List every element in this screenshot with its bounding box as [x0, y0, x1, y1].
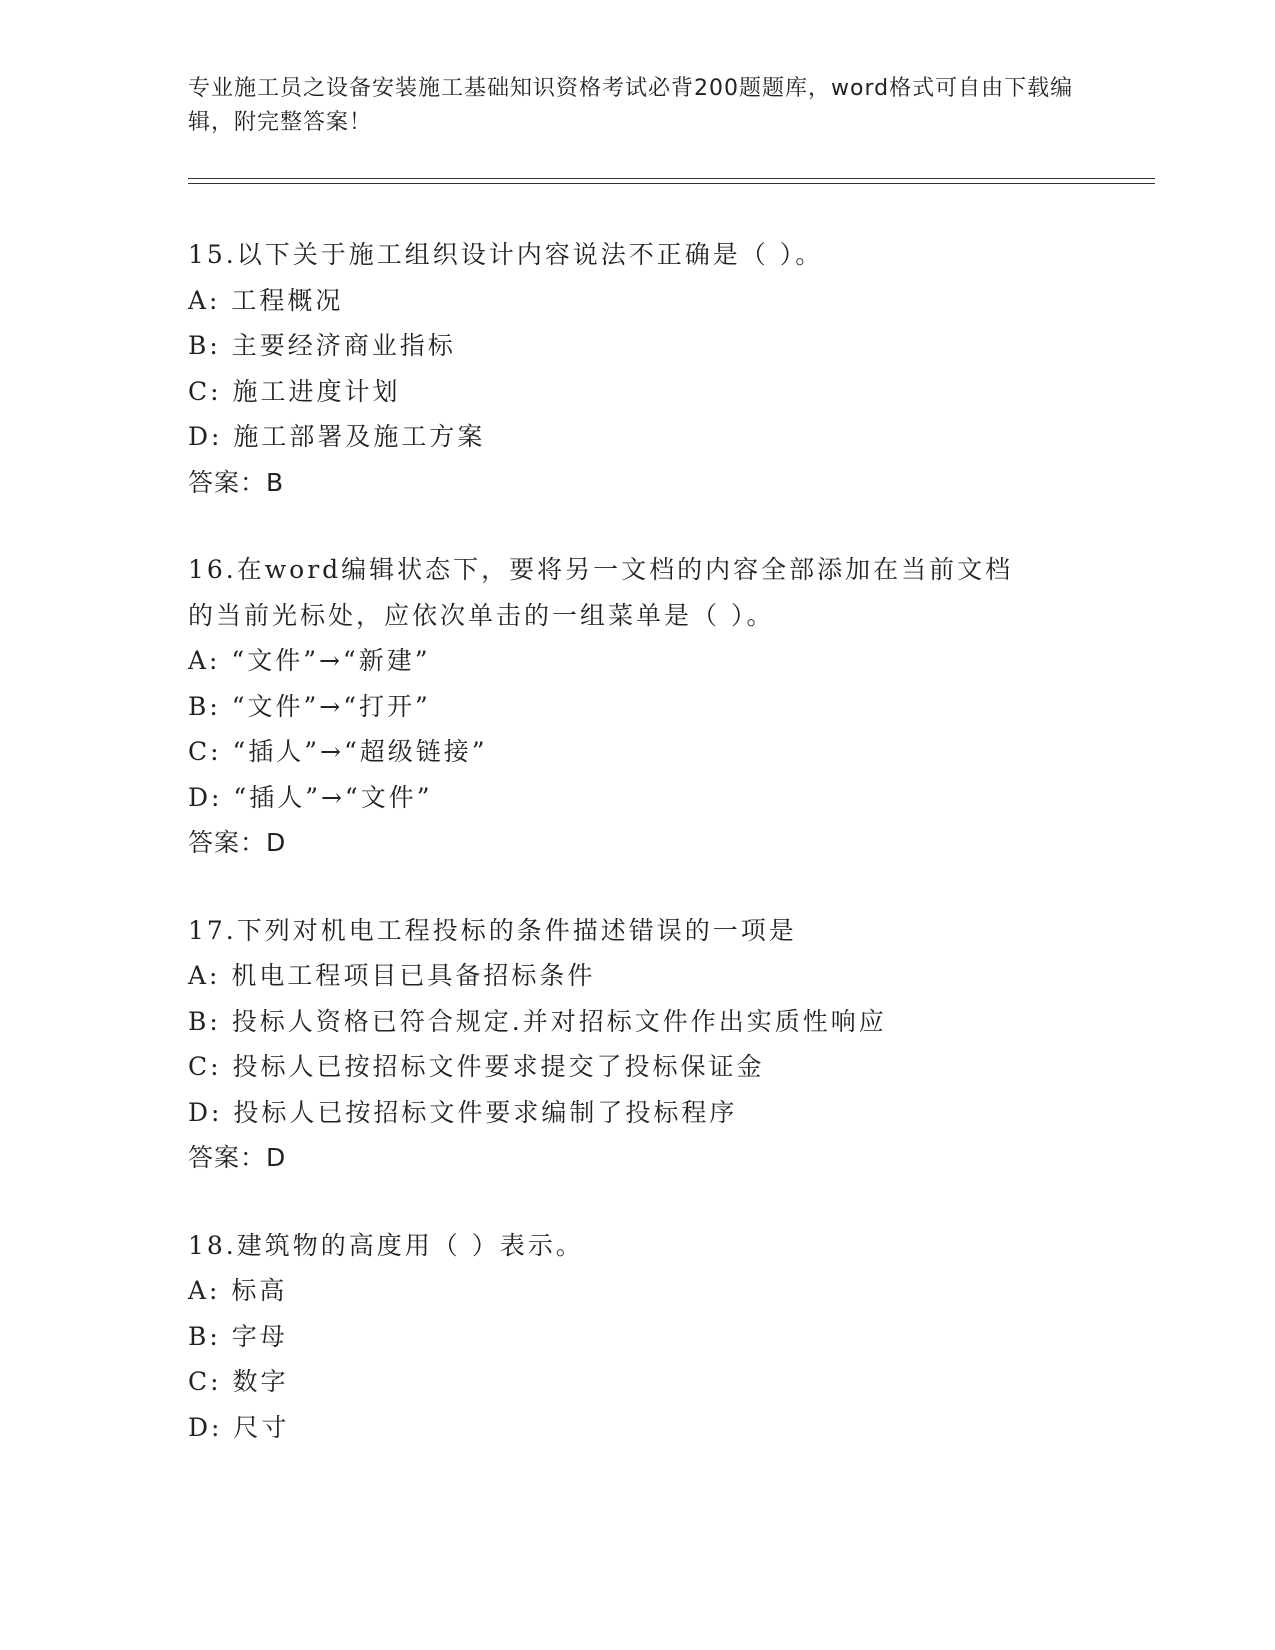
- option-c: C: 投标人已按招标文件要求提交了投标保证金: [188, 1052, 765, 1081]
- option-b: B: “文件”→“打开”: [188, 691, 431, 721]
- question-stem: 15.以下关于施工组织设计内容说法不正确是（ ）。: [188, 240, 824, 269]
- option-d: D: 施工部署及施工方案: [188, 422, 486, 451]
- question-18: [188, 1223, 1148, 1451]
- option-a: A: “文件”→“新建”: [188, 646, 431, 675]
- option-b: B: 字母: [188, 1321, 288, 1351]
- question-stem: 17.下列对机电工程投标的条件描述错误的一项是: [188, 915, 797, 945]
- option-d: D: “插人”→“文件”: [188, 782, 433, 812]
- option-a: A: 机电工程项目已具备招标条件: [188, 961, 596, 990]
- option-d: D: 投标人已按招标文件要求编制了投标程序: [188, 1097, 738, 1127]
- header-rule-top: [188, 178, 1155, 179]
- question-15: [188, 232, 1148, 505]
- answer-label: 答案：D: [188, 828, 287, 857]
- option-c: C: 数字: [188, 1367, 289, 1396]
- answer-label: 答案：B: [188, 467, 285, 497]
- option-b: B: 主要经济商业指标: [188, 331, 456, 360]
- option-b: B: 投标人资格已符合规定.并对招标文件作出实质性响应: [188, 1006, 887, 1036]
- header-rule-bottom: [188, 183, 1155, 184]
- document-header: 专业施工员之设备安装施工基础知识资格考试必背200题题库，word格式可自由下载编辑，附完整答案！: [188, 76, 1074, 135]
- option-a: A: 工程概况: [188, 285, 344, 315]
- question-17: [188, 908, 1148, 1181]
- option-c: C: “插人”→“超级链接”: [188, 737, 488, 766]
- question-16: [188, 547, 1148, 866]
- answer-label: 答案：D: [188, 1143, 287, 1172]
- option-a: A: 标高: [188, 1276, 288, 1305]
- question-stem: 16.在word编辑状态下，要将另一文档的内容全部添加在当前文档的当前光标处，应依次单击的一组菜单是（ ）。: [188, 555, 1014, 630]
- option-d: D: 尺寸: [188, 1412, 290, 1442]
- question-list: [188, 232, 1148, 1492]
- question-stem: 18.建筑物的高度用（ ）表示。: [188, 1230, 584, 1260]
- option-c: C: 施工进度计划: [188, 376, 401, 406]
